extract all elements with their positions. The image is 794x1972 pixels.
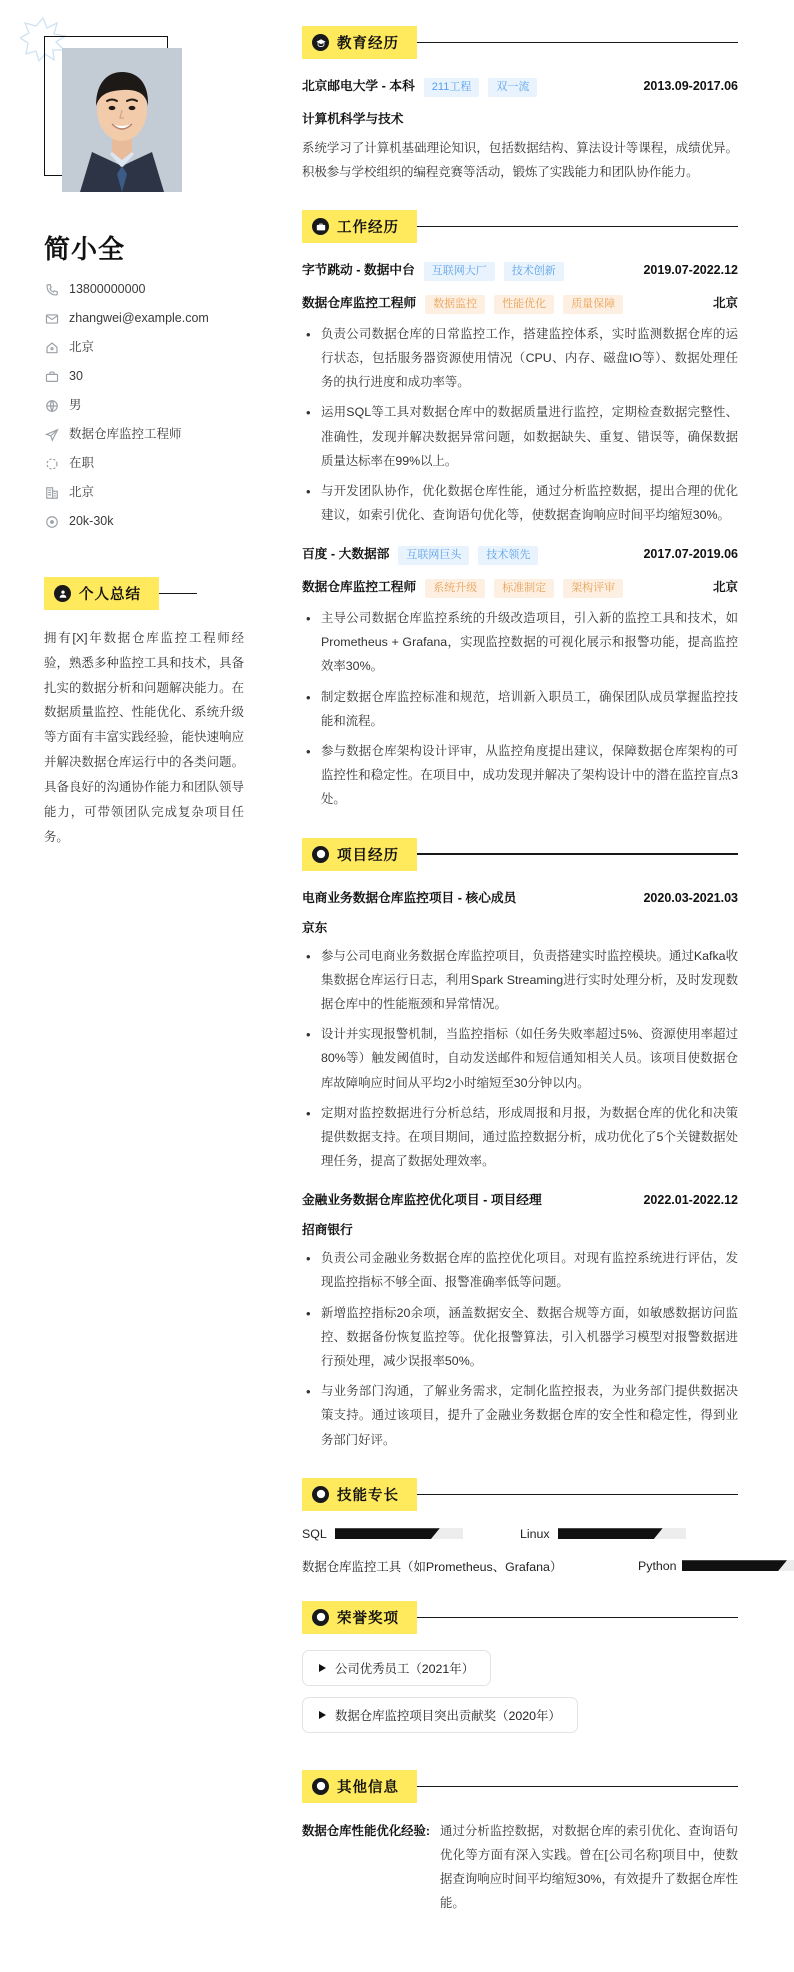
bullet-item: • 制定数据仓库监控标准和规范，培训新入职员工，确保团队成员掌握监控技能和流程。 [302,685,738,733]
contact-value: zhangwei@example.com [69,311,209,325]
section-rule [411,42,738,43]
skill-row [302,1527,738,1541]
skill-item [520,1527,738,1541]
job-role: 数据仓库监控工程师 [302,296,417,311]
contact-value: 30 [69,369,83,383]
contact-email [44,311,268,326]
contact-home [44,340,268,355]
section-rule [411,853,738,854]
contact-value: 北京 [69,485,95,499]
entry-subheader [302,292,738,314]
section-pill [302,1601,417,1634]
major-name: 计算机科学与技术 [302,111,404,126]
work-location: 北京 [712,580,738,595]
education-desc: 系统学习了计算机基础理论知识，包括数据结构、算法设计等课程，成绩优异。积极参与学校组织的编程竞赛等活动，锻炼了实践能力和团队协作能力。 [302,140,738,180]
bullet-item: • 参与数据仓库架构设计评审，从监控角度提出建议，保障数据仓库架构的可监控性和稳定性。在项目中，成功发现并解决了架构设计中的潜在监控盲点3处。 [302,739,738,812]
home-icon [44,340,59,355]
email-icon [44,311,59,326]
salary-icon [44,514,59,529]
bullet-item: • 负责公司数据仓库的日常监控工作，搭建监控体系，实时监测数据仓库的运行状态，包括服务器资源使用情况（CPU、内存、磁盘IO等）、数据处理任务的执行进度和成功率等。 [302,322,738,395]
bullet-item: • 与业务部门沟通，了解业务需求，定制化监控报表，为业务部门提供数据决策支持。通过该项目，提升了金融业务数据仓库的安全性和稳定性，得到业务部门好评。 [302,1379,738,1452]
honor-list [302,1650,738,1744]
triangle-icon [319,1664,326,1672]
chart-icon [312,1486,329,1503]
bullet-item: • 与开发团队协作，优化数据仓库性能，通过分析监控数据，提出合理的优化建议，如索引优化、查询语句优化等，使数据查询响应时间平均缩短30%。 [302,479,738,527]
main-content [290,0,794,1972]
project-entry [302,887,738,1174]
info-icon [312,1778,329,1795]
section-rule [411,1494,738,1495]
contact-value: 男 [69,398,82,412]
honor-row [302,1697,738,1744]
honor-text: 数据仓库监控项目突出贡献奖（2020年） [335,1708,561,1723]
project-name: 金融业务数据仓库监控优化项目 - 项目经理 [302,1193,542,1208]
education-entry [302,75,738,184]
avatar-photo [62,48,182,192]
medal-icon [312,1609,329,1626]
role-tag: 质量保障 [563,295,623,314]
section-pill [302,1770,417,1803]
person-icon [54,585,71,602]
work-location: 北京 [712,296,738,311]
skill-bar [335,1528,463,1539]
briefcase-icon [312,218,329,235]
triangle-icon [319,1711,326,1719]
skill-item [520,1560,738,1571]
work-bullets [302,606,738,812]
bullet-item: • 运用SQL等工具对数据仓库中的数据质量进行监控，定期检查数据完整性、准确性，发现并解决数据异常问题，如数据缺失、重复、错误等，确保数据质量达标率在99%以上。 [302,400,738,473]
project-entry [302,1189,738,1452]
other-item [302,1819,738,1916]
skills-grid [302,1527,738,1575]
bullet-item: • 新增监控指标20余项，涵盖数据安全、数据合规等方面，如敏感数据访问监控、数据备份恢复监控等。优化报警算法，引入机器学习模型对报警数据进行预处理，减少误报率50%。 [302,1301,738,1374]
paper-plane-icon [44,427,59,442]
project-date: 2022.01-2022.12 [643,1193,738,1208]
section-title: 个人总结 [79,587,141,603]
section-header-skills [302,1478,738,1511]
contact-value: 13800000000 [69,282,146,296]
honor-row [302,1650,738,1697]
section-title: 荣誉奖项 [337,1610,399,1627]
section-rule [411,1617,738,1618]
graduation-cap-icon [312,34,329,51]
section-pill [44,577,159,610]
bullet-item: • 设计并实现报警机制，当监控指标（如任务失败率超过5%、资源使用率超过80%等）触发阈值时，自动发送邮件和短信通知相关人员。该项目使数据仓库故障响应时间从平均2小时缩短至30分钟以内。 [302,1022,738,1095]
section-education [302,26,738,184]
entry-header [302,887,738,906]
honor-chip[interactable] [302,1650,491,1686]
work-date: 2017.07-2019.06 [643,547,738,562]
contact-value: 北京 [69,340,95,354]
contact-position [44,427,268,442]
skill-item [302,1557,563,1575]
project-name: 电商业务数据仓库监控项目 - 核心成员 [302,890,517,905]
role-tag: 数据监控 [425,295,485,314]
section-header-work [302,210,738,243]
section-projects [302,838,738,1452]
role-tag: 标准制定 [494,579,554,598]
contact-phone [44,282,268,297]
section-title: 教育经历 [337,36,399,52]
section-header-summary [44,577,268,610]
section-title: 技能专长 [337,1487,399,1504]
education-date: 2013.09-2017.06 [643,79,738,93]
skill-bar [682,1560,794,1571]
avatar [44,30,194,205]
gender-icon [44,398,59,413]
section-header-honors [302,1601,738,1634]
project-icon [312,846,329,863]
company-name: 百度 - 大数据部 [302,547,390,562]
section-rule [153,593,197,594]
company-tag: 技术创新 [504,262,564,281]
work-bullets [302,322,738,528]
contact-city [44,485,268,500]
edu-tag: 双一流 [488,78,537,97]
contact-value: 20k-30k [69,514,114,528]
skill-row [302,1557,738,1575]
work-entry [302,259,738,527]
project-org: 招商银行 [302,1223,353,1238]
phone-icon [44,282,59,297]
section-pill [302,838,417,871]
role-tag: 性能优化 [494,295,554,314]
section-header-projects [302,838,738,871]
company-tag: 技术领先 [478,546,538,565]
honor-text: 公司优秀员工（2021年） [335,1661,475,1676]
entry-subheader [302,576,738,598]
section-pill [302,210,417,243]
company-name: 字节跳动 - 数据中台 [302,263,415,278]
honor-chip[interactable] [302,1697,578,1733]
work-date: 2019.07-2022.12 [643,263,738,278]
page-title: 简小全 [44,234,126,264]
project-org: 京东 [302,920,328,935]
project-bullets [302,944,738,1174]
briefcase-icon [44,369,59,384]
skill-name: 数据仓库监控工具（如Prometheus、Grafana） [302,1559,563,1574]
contact-age [44,369,268,384]
bullet-item: • 参与公司电商业务数据仓库监控项目，负责搭建实时监控模块。通过Kafka收集数据仓库运行日志，利用Spark Streaming进行实时处理分析，及时发现数据仓库中的性能瓶颈和异常情况。 [302,944,738,1017]
section-title: 项目经历 [337,847,399,864]
skill-name: Linux [520,1526,550,1541]
skill-item [302,1527,520,1541]
company-tag: 互联网巨头 [398,546,469,565]
role-tag: 架构评审 [563,579,623,598]
contact-list [44,282,268,529]
status-icon [44,456,59,471]
project-date: 2020.03-2021.03 [643,890,738,905]
section-title: 其他信息 [337,1779,399,1796]
section-summary [44,577,268,849]
building-icon [44,485,59,500]
section-rule [411,226,738,227]
sidebar [0,0,290,1972]
contact-value: 数据仓库监控工程师 [69,427,182,441]
entry-header [302,1189,738,1208]
entry-header [302,259,738,281]
company-tag: 互联网大厂 [424,262,495,281]
school-name: 北京邮电大学 - 本科 [302,79,415,93]
summary-text: 拥有[X]年数据仓库监控工程师经验，熟悉多种监控工具和技术，具备扎实的数据分析和问题解决能力。在数据质量监控、性能优化、系统升级等方面有丰富实践经验，能快速响应并解决数据仓库运行中的各类问题。具备良好的沟通协作能力和团队领导能力，可带领团队完成复杂项目任务。 [44,631,244,844]
skill-name: SQL [302,1526,327,1541]
section-header-education [302,26,738,59]
section-rule [411,1786,738,1787]
section-pill [302,1478,417,1511]
section-other [302,1770,738,1916]
bullet-item: • 负责公司金融业务数据仓库的监控优化项目。对现有监控系统进行评估，发现监控指标不够全面、报警准确率低等问题。 [302,1246,738,1294]
bullet-item: • 定期对监控数据进行分析总结，形成周报和月报，为数据仓库的优化和决策提供数据支持。在项目期间，通过监控数据分析，成功优化了5个关键数据处理任务，提高了数据处理效率。 [302,1101,738,1174]
bullet-item: • 主导公司数据仓库监控系统的升级改造项目，引入新的监控工具和技术，如Prometheus + Grafana，实现监控数据的可视化展示和报警功能，提高监控效率30%。 [302,606,738,679]
role-tag: 系统升级 [425,579,485,598]
work-entry [302,543,738,811]
project-bullets [302,1246,738,1452]
other-value: 通过分析监控数据，对数据仓库的索引优化、查询语句优化等方面有深入实践。曾在[公司名称]项目中，使数据查询响应时间平均缩短30%，有效提升了数据仓库性能。 [440,1823,738,1911]
entry-header [302,75,738,97]
section-pill [302,26,417,59]
job-role: 数据仓库监控工程师 [302,580,417,595]
section-header-other [302,1770,738,1803]
contact-salary [44,514,268,529]
contact-value: 在职 [69,456,95,470]
section-work [302,210,738,811]
contact-status [44,456,268,471]
edu-tag: 211工程 [424,78,480,97]
skill-bar [558,1528,686,1539]
entry-header [302,543,738,565]
other-label: 数据仓库性能优化经验: [302,1823,431,1838]
skill-name: Python [638,1558,677,1573]
section-honors [302,1601,738,1744]
contact-gender [44,398,268,413]
section-title: 工作经历 [337,220,399,237]
section-skills [302,1478,738,1575]
